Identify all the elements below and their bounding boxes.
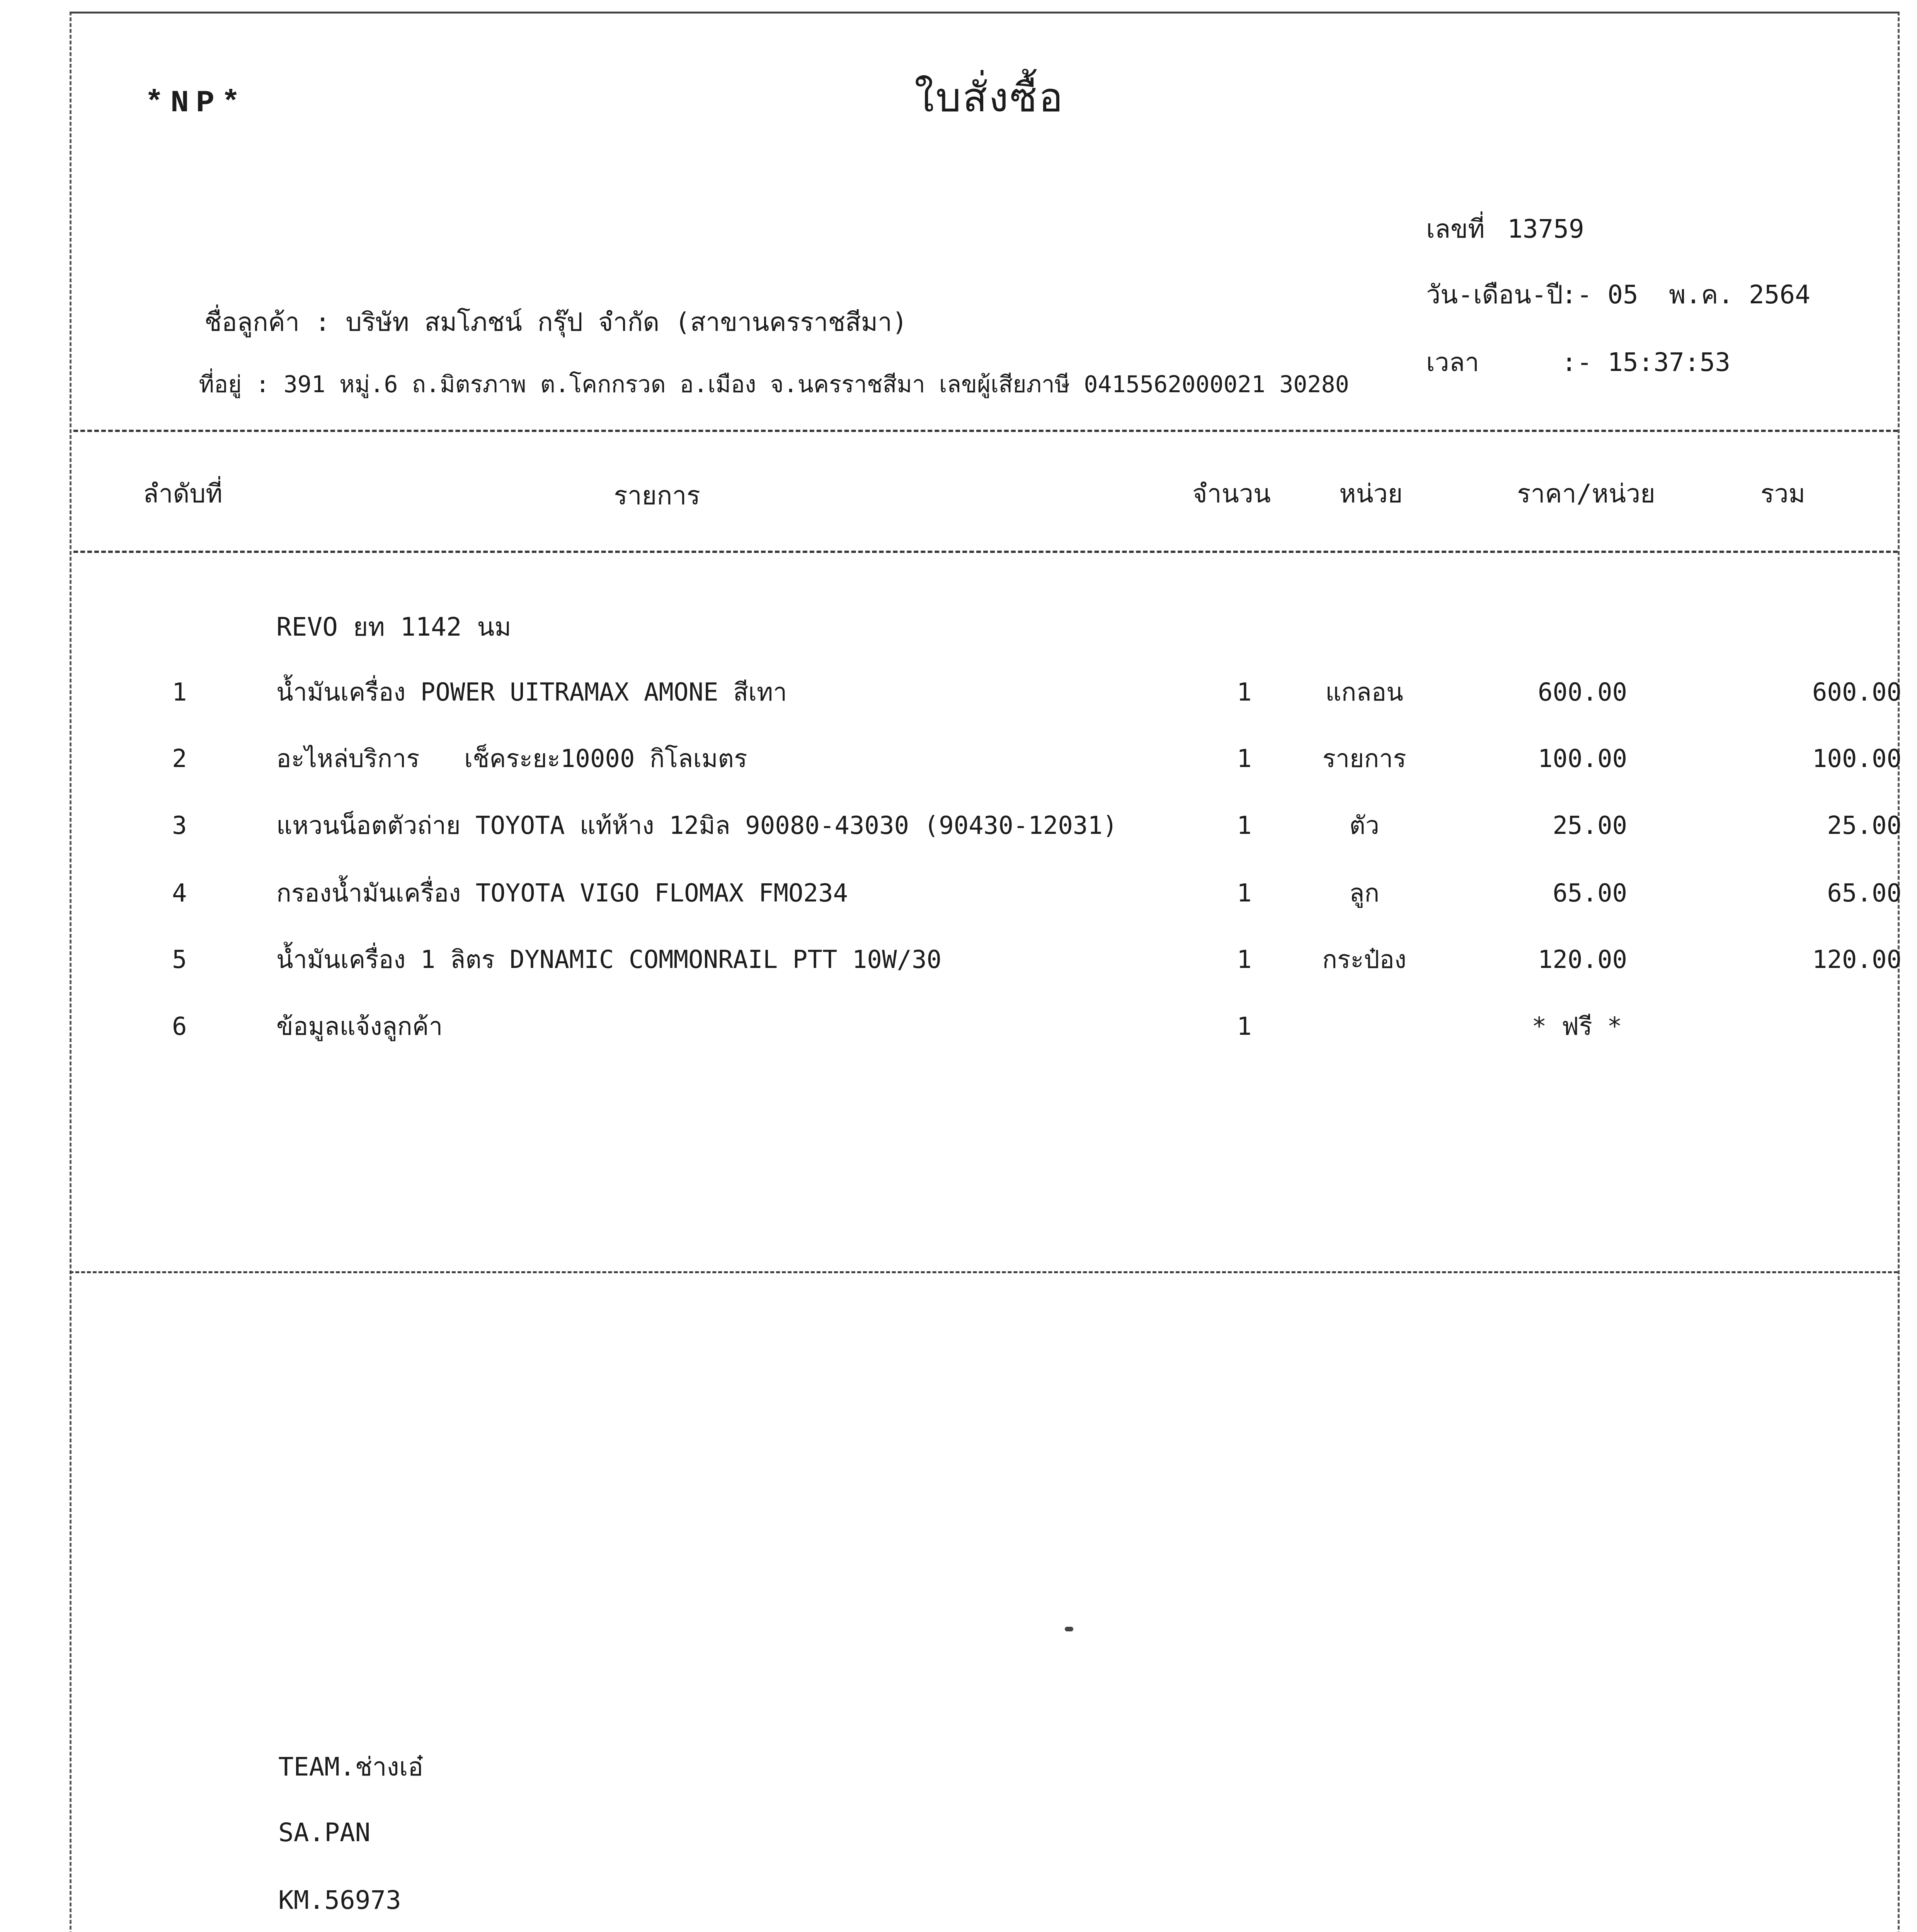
row-unit: กระป๋อง — [1322, 946, 1406, 974]
row-qty: 1 — [1237, 678, 1252, 707]
row-unit: ตัว — [1349, 811, 1379, 840]
customer-name: บริษัท สมโภชน์ กรุ๊ป จำกัด (สาขานครราชสีมา) — [346, 307, 907, 337]
row-total: 600.00 — [1812, 678, 1902, 707]
row-qty: 1 — [1237, 745, 1252, 773]
row-qty: 1 — [1237, 811, 1252, 840]
km-note: KM.56973 — [278, 1885, 401, 1915]
col-header-no: ลำดับที่ — [143, 479, 223, 509]
doc-no-label: เลขที่ — [1426, 214, 1485, 244]
row-qty: 1 — [1237, 879, 1252, 908]
scan-speck — [1065, 1627, 1073, 1631]
items-bottom-separator — [70, 1271, 1898, 1273]
np-mark: *NP* — [145, 86, 247, 121]
col-header-unit: หน่วย — [1339, 479, 1403, 509]
row-price: 65.00 — [1553, 879, 1627, 908]
table-row — [0, 1014, 1917, 1049]
col-header-total: รวม — [1760, 479, 1806, 509]
row-price: 120.00 — [1537, 946, 1627, 974]
document-title: ใบสั่งซื้อ — [914, 74, 1065, 121]
doc-no-value: 13759 — [1507, 214, 1584, 244]
col-header-price: ราคา/หน่วย — [1517, 479, 1655, 509]
row-price: 100.00 — [1537, 745, 1627, 773]
time-label: เวลา — [1426, 347, 1479, 377]
address-line — [143, 350, 1349, 419]
row-desc: น้ำมันเครื่อง POWER UITRAMAX AMONE สีเทา — [276, 678, 787, 707]
row-no: 6 — [172, 1012, 187, 1041]
time-value: :- 15:37:53 — [1561, 347, 1731, 377]
row-total: 25.00 — [1827, 811, 1902, 840]
col-header-desc: รายการ — [614, 481, 700, 510]
row-no: 3 — [172, 811, 187, 840]
table-row — [0, 947, 1917, 982]
row-desc: กรองน้ำมันเครื่อง TOYOTA VIGO FLOMAX FMO234 — [276, 879, 848, 908]
table-row — [0, 680, 1917, 715]
row-no: 5 — [172, 946, 187, 974]
row-desc: แหวนน็อตตัวถ่าย TOYOTA แท้ห้าง 12มิล 90080-43030 (90430-12031) — [276, 811, 1118, 840]
table-row — [0, 747, 1917, 781]
address-label: ที่อยู่ : — [199, 371, 284, 398]
top-border — [70, 12, 1900, 14]
row-price: 25.00 — [1553, 811, 1627, 840]
team-note: TEAM.ช่างเอ๋ — [278, 1752, 423, 1782]
row-total: 65.00 — [1827, 879, 1902, 908]
customer-label: ชื่อลูกค้า : — [204, 307, 346, 337]
row-no: 2 — [172, 745, 187, 773]
table-row — [0, 813, 1917, 848]
row-unit: แกลอน — [1325, 678, 1403, 707]
address-value: 391 หมู่.6 ถ.มิตรภาพ ต.โคกกรวด อ.เมือง จ.นครราชสีมา เลขผู้เสียภาษี 0415562000021 30280 — [283, 371, 1349, 398]
row-desc: อะไหล่บริการ เช็คระยะ10000 กิโลเมตร — [276, 745, 747, 773]
row-desc: ข้อมูลแจ้งลูกค้า — [276, 1012, 443, 1041]
table-header-separator — [73, 551, 1898, 553]
row-unit: ลูก — [1349, 879, 1379, 908]
row-total: 100.00 — [1812, 745, 1902, 773]
row-desc: น้ำมันเครื่อง 1 ลิตร DYNAMIC COMMONRAIL PTT 10W/30 — [276, 946, 942, 974]
customer-line — [143, 284, 907, 361]
row-price-free: * ฟรี * — [1532, 1012, 1622, 1041]
row-no: 1 — [172, 678, 187, 707]
col-header-qty: จำนวน — [1192, 479, 1271, 509]
row-unit: รายการ — [1322, 745, 1406, 773]
row-price: 600.00 — [1537, 678, 1627, 707]
row-qty: 1 — [1237, 1012, 1252, 1041]
row-qty: 1 — [1237, 946, 1252, 974]
date-label: วัน-เดือน-ปี — [1426, 280, 1563, 310]
date-value: :- 05 พ.ค. 2564 — [1561, 280, 1810, 310]
vehicle-group-label: REVO ยท 1142 นม — [276, 612, 511, 642]
sa-note: SA.PAN — [278, 1818, 371, 1847]
row-no: 4 — [172, 879, 187, 908]
table-top-separator — [73, 430, 1898, 432]
table-row — [0, 881, 1917, 916]
row-total: 120.00 — [1812, 946, 1902, 974]
